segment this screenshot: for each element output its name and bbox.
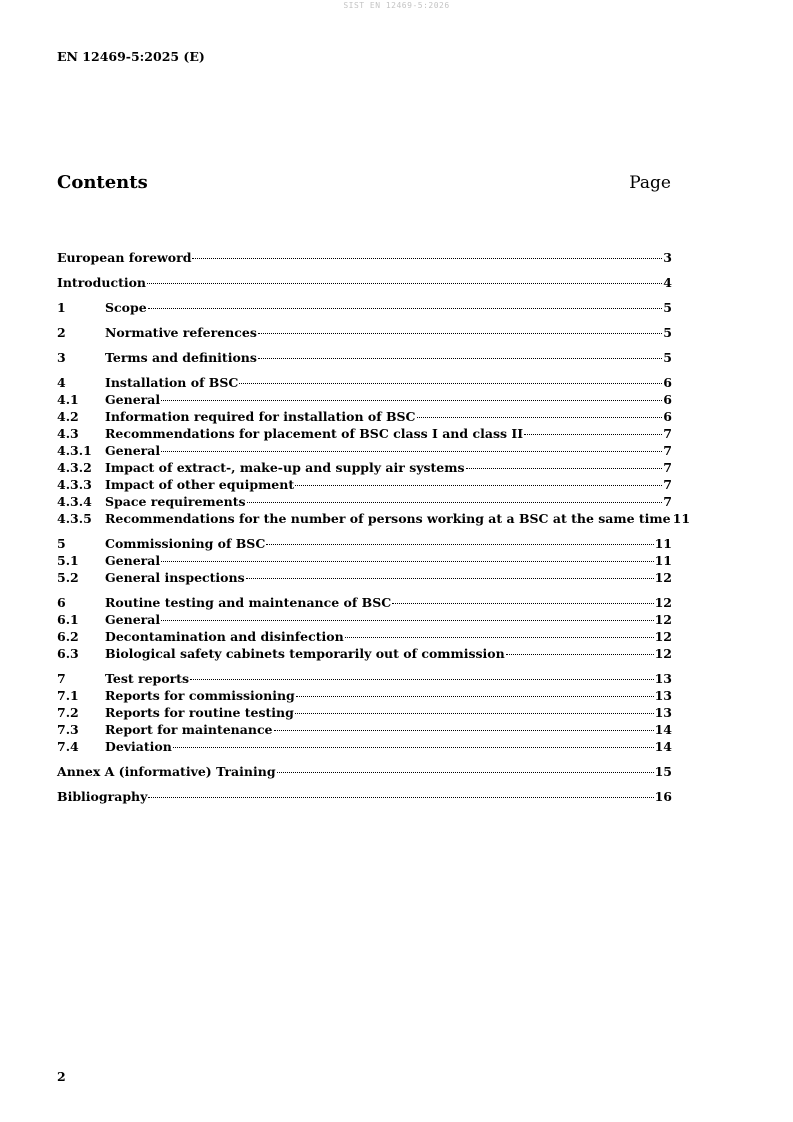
toc-dot-leader (192, 246, 662, 259)
toc-entry-page: 6 (663, 409, 672, 424)
toc-entry-number: 5 (57, 536, 66, 551)
toc-entry-number: 5.1 (57, 553, 79, 568)
toc-entry-number: 4.3.2 (57, 460, 92, 475)
toc-entry-title: Space requirements (105, 494, 246, 509)
toc-dot-leader (274, 718, 654, 731)
toc-entry-number: 5.2 (57, 570, 79, 585)
toc-entry-title: Terms and definitions (105, 350, 257, 365)
toc-entry-page: 5 (663, 300, 672, 315)
toc-entry-page: 4 (663, 275, 672, 290)
toc-entry-number: 4.2 (57, 409, 79, 424)
page-column-heading: Page (629, 173, 671, 193)
toc-entry[interactable] (57, 738, 672, 755)
toc-entry[interactable] (57, 299, 672, 316)
toc-dot-leader (466, 456, 663, 469)
toc-dot-leader (296, 684, 654, 697)
toc-entry-number: 4.3.4 (57, 494, 92, 509)
toc-entry-title: Reports for commissioning (105, 688, 295, 703)
toc-entry-title: Decontamination and disinfection (105, 629, 344, 644)
toc-entry[interactable] (57, 788, 672, 805)
toc-dot-leader (148, 296, 663, 309)
toc-entry-page: 16 (654, 789, 672, 804)
toc-entry-page: 11 (654, 553, 672, 568)
toc-entry-title: Routine testing and maintenance of BSC (105, 595, 392, 610)
toc-entry-page: 12 (654, 646, 672, 661)
toc-entry-number: 7.1 (57, 688, 79, 703)
toc-entry-title: Reports for routine testing (105, 705, 294, 720)
toc-entry-page: 15 (654, 764, 672, 779)
toc-entry-title: General (105, 392, 161, 407)
toc-entry-number: 7.4 (57, 739, 79, 754)
toc-dot-leader (161, 608, 653, 621)
toc-entry[interactable] (57, 349, 672, 366)
toc-entry-number: 6.1 (57, 612, 79, 627)
watermark: SIST EN 12469-5:2026 (343, 1, 450, 10)
toc-entry-title: Impact of other equipment (105, 477, 295, 492)
toc-entry-number: 4.3.5 (57, 511, 92, 526)
toc-dot-leader (277, 760, 654, 773)
toc-entry[interactable] (57, 510, 691, 527)
toc-entry-page: 7 (663, 494, 672, 509)
toc-entry[interactable] (57, 324, 672, 341)
toc-entry-page: 11 (672, 511, 691, 526)
toc-entry[interactable] (57, 569, 672, 586)
toc-entry-title: Biological safety cabinets temporarily out of commission (105, 646, 505, 661)
toc-entry-title: Impact of extract-, make-up and supply air systems (105, 460, 465, 475)
toc-entry-number: 2 (57, 325, 66, 340)
toc-entry-number: 7.3 (57, 722, 79, 737)
toc-entry-title: Information required for installation of BSC (105, 409, 416, 424)
toc-entry-page: 13 (654, 705, 672, 720)
document-identifier: EN 12469-5:2025 (E) (57, 49, 205, 64)
toc-dot-leader (247, 490, 663, 503)
toc-entry-title: Annex A (informative) Training (57, 764, 276, 779)
toc-dot-leader (239, 371, 662, 384)
toc-entry-number: 6.2 (57, 629, 79, 644)
toc-entry-title: Scope (105, 300, 147, 315)
toc-entry-number: 3 (57, 350, 66, 365)
toc-dot-leader (258, 321, 662, 334)
toc-entry-page: 14 (654, 722, 672, 737)
toc-entry-number: 4.3.1 (57, 443, 92, 458)
toc-entry-number: 1 (57, 300, 66, 315)
toc-entry-number: 4 (57, 375, 66, 390)
toc-dot-leader (161, 549, 653, 562)
toc-dot-leader (392, 591, 653, 604)
toc-entry-number: 6 (57, 595, 66, 610)
toc-dot-leader (258, 346, 662, 359)
toc-dot-leader (345, 625, 654, 638)
page-number: 2 (57, 1069, 66, 1084)
toc-entry-title: Test reports (105, 671, 189, 686)
toc-dot-leader (524, 422, 662, 435)
toc-entry-title: Commissioning of BSC (105, 536, 266, 551)
toc-entry-page: 14 (654, 739, 672, 754)
toc-entry-number: 4.1 (57, 392, 79, 407)
toc-entry-number: 6.3 (57, 646, 79, 661)
toc-entry-title: Report for maintenance (105, 722, 273, 737)
toc-dot-leader (173, 735, 654, 748)
toc-entry-page: 12 (654, 570, 672, 585)
toc-entry-title: General (105, 443, 161, 458)
toc-dot-leader (295, 473, 662, 486)
toc-dot-leader (417, 405, 663, 418)
toc-entry[interactable] (57, 274, 672, 291)
toc-entry[interactable] (57, 249, 672, 266)
toc-entry-page: 7 (663, 443, 672, 458)
toc-entry-page: 12 (654, 629, 672, 644)
toc-entry-title: General (105, 553, 161, 568)
toc-dot-leader (148, 785, 653, 798)
toc-entry-title: Recommendations for placement of BSC class I and class II (105, 426, 524, 441)
toc-entry-page: 5 (663, 325, 672, 340)
toc-entry-number: 4.3 (57, 426, 79, 441)
table-of-contents (57, 249, 691, 805)
toc-dot-leader (161, 439, 662, 452)
toc-entry-page: 6 (663, 392, 672, 407)
toc-entry-title: Introduction (57, 275, 147, 290)
toc-entry-title: General (105, 612, 161, 627)
toc-dot-leader (295, 701, 654, 714)
toc-entry[interactable] (57, 645, 672, 662)
toc-entry-title: Installation of BSC (105, 375, 239, 390)
toc-dot-leader (190, 667, 654, 680)
toc-entry[interactable] (57, 493, 672, 510)
toc-entry-title: Recommendations for the number of persons working at a BSC at the same time (105, 511, 671, 526)
toc-entry-title: Normative references (105, 325, 257, 340)
toc-entry-page: 13 (654, 688, 672, 703)
toc-entry-title: General inspections (105, 570, 245, 585)
toc-entry-page: 11 (654, 536, 672, 551)
toc-entry-page: 7 (663, 477, 672, 492)
toc-entry-page: 6 (663, 375, 672, 390)
toc-entry-page: 7 (663, 460, 672, 475)
toc-dot-leader (246, 566, 654, 579)
toc-entry-title: Deviation (105, 739, 172, 754)
toc-dot-leader (161, 388, 662, 401)
toc-entry-page: 3 (663, 250, 672, 265)
toc-entry-title: Bibliography (57, 789, 148, 804)
toc-entry-title: European foreword (57, 250, 192, 265)
toc-entry-number: 4.3.3 (57, 477, 92, 492)
toc-entry-number: 7.2 (57, 705, 79, 720)
toc-entry-page: 12 (654, 612, 672, 627)
contents-heading: Contents (57, 172, 148, 193)
toc-entry-number: 7 (57, 671, 66, 686)
toc-dot-leader (506, 642, 654, 655)
toc-entry-page: 5 (663, 350, 672, 365)
toc-entry-page: 7 (663, 426, 672, 441)
toc-dot-leader (147, 271, 662, 284)
toc-entry-page: 12 (654, 595, 672, 610)
toc-entry[interactable] (57, 763, 672, 780)
toc-entry-page: 13 (654, 671, 672, 686)
toc-dot-leader (266, 532, 653, 545)
